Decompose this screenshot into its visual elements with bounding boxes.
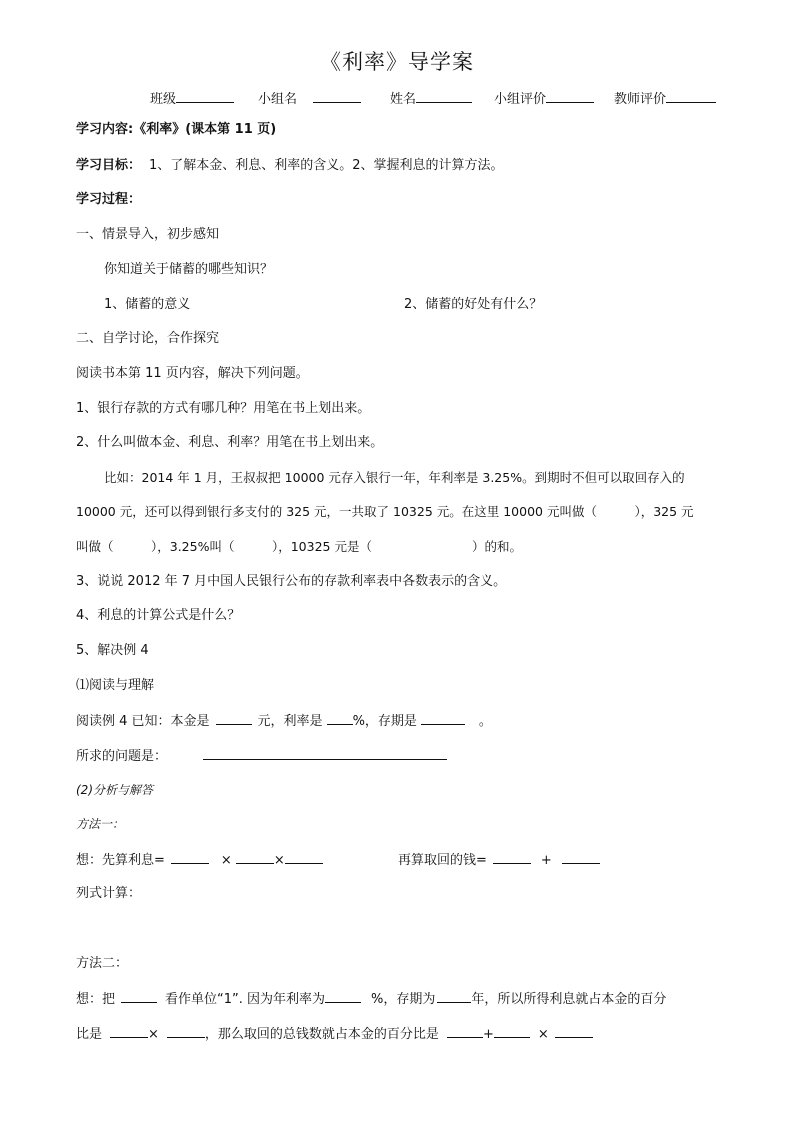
class-blank	[176, 90, 234, 103]
sub-heading-2: (2)分析与解答	[76, 783, 153, 797]
think-2-d: 年，所以所得利息就占本金的百分	[471, 992, 667, 1007]
times-sign-1: ×	[220, 853, 232, 868]
question-1: 1、储蓄的意义	[104, 297, 191, 312]
group-eval-label: 小组评价	[494, 92, 547, 107]
read-example-d: 。	[478, 714, 492, 729]
class-field	[150, 88, 234, 107]
read-example-a: 阅读例 4 已知：本金是	[76, 714, 210, 729]
name-blank	[416, 90, 472, 103]
question-line	[76, 747, 447, 765]
think-2-line-1	[76, 990, 666, 1008]
group-label: 小组名	[258, 92, 298, 107]
content-line: 学习内容:《利率》(课本第 11 页)	[76, 122, 277, 137]
process-label: 学习过程：	[76, 192, 142, 207]
think-1-blank-3	[285, 851, 323, 864]
think-2-line-2	[76, 1025, 593, 1043]
item-1: 1、银行存款的方式有哪几种？用笔在书上划出来。	[76, 401, 371, 416]
think-2-blank-1	[121, 990, 157, 1003]
term-blank	[421, 712, 465, 725]
item-3: 3、说说 2012 年 7 月中国人民银行公布的存款利率表中各数表示的含义。	[76, 574, 507, 589]
think-2-blank-2	[325, 990, 361, 1003]
think-2-blank-6	[447, 1025, 483, 1038]
think-2-a: 想：把	[76, 992, 116, 1007]
goal-line	[76, 158, 504, 174]
question-label: 所求的问题是：	[76, 749, 168, 764]
read-example-c: %，存期是	[352, 714, 417, 729]
teacher-eval-field	[614, 88, 716, 107]
think-2-blank-8	[555, 1025, 593, 1038]
example-line-1: 比如：2014 年 1 月，王叔叔把 10000 元存入银行一年，年利率是 3.25%。到期时不但可以取回存入的	[104, 470, 685, 485]
think-1-blank-1	[171, 851, 209, 864]
example-line-2: 10000 元，还可以得到银行多支付的 325 元，一共取了 10325 元。在这里 10000 元叫做（ ），325 元	[76, 504, 694, 519]
think-2-f: ，那么取回的总钱数就占本金的百分比是	[204, 1027, 439, 1042]
think-2-blank-7	[494, 1025, 530, 1038]
group-field	[258, 88, 361, 107]
think-1-blank-4	[493, 851, 531, 864]
name-field	[390, 88, 472, 107]
read-example-line	[76, 712, 492, 730]
read-example-b: 元，利率是	[257, 714, 323, 729]
rate-blank	[327, 712, 353, 725]
think-2-blank-5	[167, 1025, 205, 1038]
principal-blank	[216, 712, 252, 725]
example-line-3: 叫做（ ），3.25%叫（ ），10325 元是（ ）的和。	[76, 539, 522, 554]
teacher-eval-label: 教师评价	[614, 92, 667, 107]
sub-heading-1: ⑴阅读与理解	[76, 678, 155, 693]
times-sign-2: ×	[273, 853, 285, 868]
section-2-heading: 二、自学讨论，合作探究	[76, 331, 220, 346]
goal-text: 1、了解本金、利息、利率的含义。2、掌握利息的计算方法。	[149, 158, 504, 173]
item-5: 5、解决例 4	[76, 643, 149, 658]
think-2-b: 看作单位“1”. 因为年利率为	[165, 992, 326, 1007]
think-2-blank-4	[110, 1025, 148, 1038]
question-2: 2、储蓄的好处有什么？	[404, 297, 543, 312]
think-1-b: 再算取回的钱=	[398, 853, 487, 868]
group-blank	[313, 90, 361, 103]
item-4: 4、利息的计算公式是什么？	[76, 608, 241, 623]
times-sign-3: ×	[148, 1027, 159, 1042]
question-blank	[203, 747, 447, 760]
group-eval-field	[494, 88, 594, 107]
plus-sign-2: +	[482, 1027, 494, 1042]
question-intro: 你知道关于储蓄的哪些知识？	[104, 262, 274, 277]
think-2-e: 比是	[76, 1027, 103, 1042]
think-1-blank-2	[236, 851, 274, 864]
method-2-label: 方法二：	[76, 956, 129, 971]
times-sign-4: ×	[537, 1027, 549, 1042]
method-1-label: 方法一：	[76, 817, 125, 831]
page-title: 《利率》导学案	[320, 50, 474, 74]
item-2: 2、什么叫做本金、利息、利率？用笔在书上划出来。	[76, 435, 384, 450]
section-1-heading: 一、情景导入，初步感知	[76, 227, 220, 242]
calc-label: 列式计算：	[76, 886, 142, 901]
think-2-blank-3	[437, 990, 471, 1003]
think-2-c: %，存期为	[371, 992, 436, 1007]
think-1-blank-5	[562, 851, 600, 864]
teacher-eval-blank	[666, 90, 716, 103]
class-label: 班级	[150, 92, 177, 107]
name-label: 姓名	[390, 92, 417, 107]
think-1-left	[76, 851, 323, 869]
think-1-a: 想：先算利息=	[76, 853, 165, 868]
group-eval-blank	[546, 90, 594, 103]
think-1-right	[398, 851, 600, 869]
read-instruction: 阅读书本第 11 页内容，解决下列问题。	[76, 366, 309, 381]
plus-sign-1: +	[540, 853, 552, 868]
goal-label: 学习目标：	[76, 158, 142, 173]
